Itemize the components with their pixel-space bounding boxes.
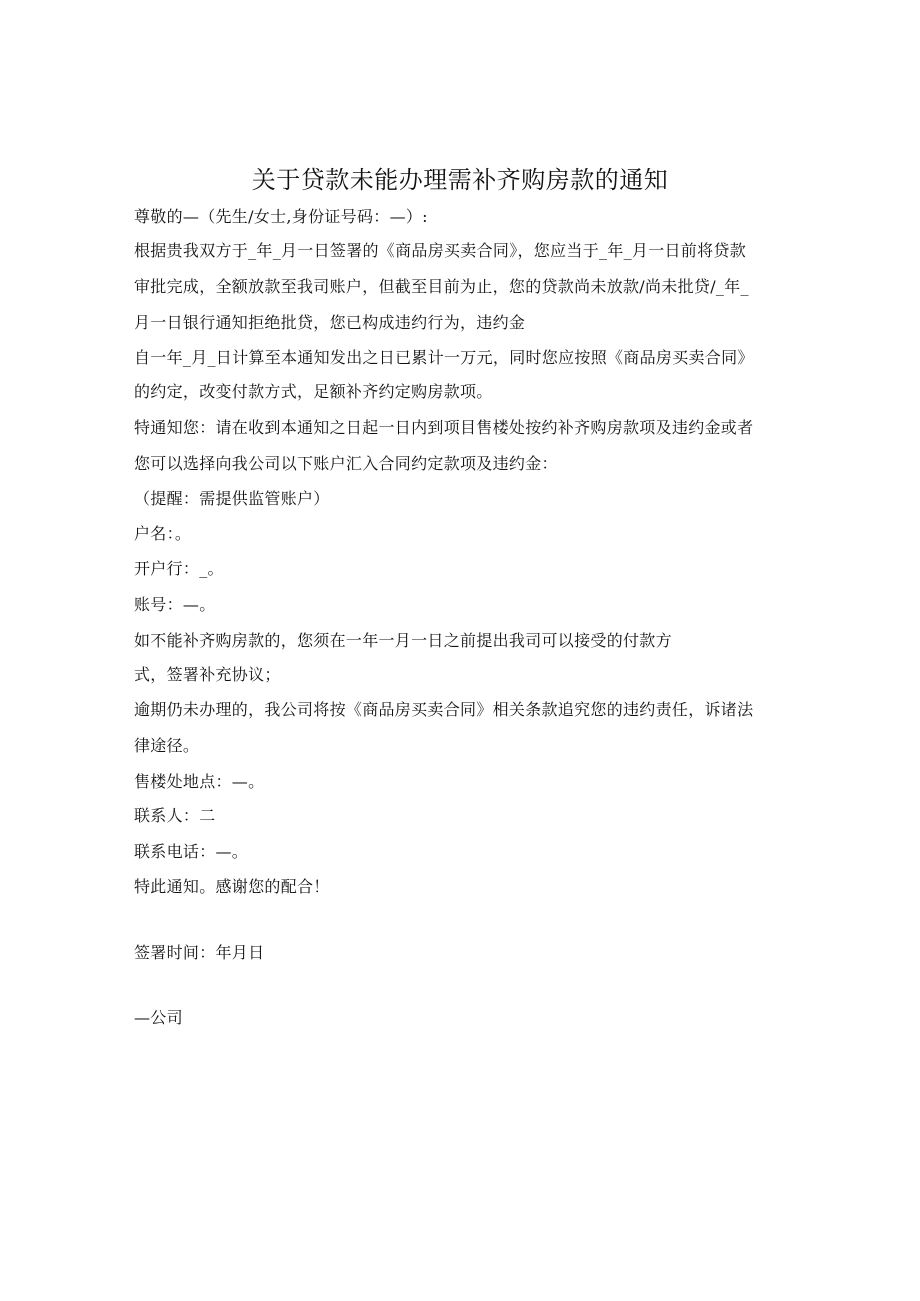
paragraph-line: 审批完成，全额放款至我司账户，但截至目前为止，您的贷款尚未放款/尚未批贷/_年_	[134, 277, 749, 296]
document-title: 关于贷款未能办理需补齐购房款的通知	[251, 166, 669, 194]
paragraph-line: 的约定，改变付款方式，足额补齐约定购房款项。	[134, 382, 493, 401]
bank-line: 开户行：_。	[134, 559, 224, 578]
signature-date: 签署时间：年月日	[134, 943, 265, 962]
paragraph-line: 律途径。	[134, 736, 200, 755]
contact-phone-line: 联系电话：—。	[134, 842, 249, 861]
paragraph-line: 特通知您：请在收到本通知之日起一日内到项目售楼处按约补齐购房款项及违约金或者	[134, 418, 754, 437]
paragraph-line: 自一年_月_日计算至本通知发出之日已累计一万元，同时您应按照《商品房买卖合同》	[134, 348, 754, 367]
paragraph-line: 月一日银行通知拒绝批贷，您已构成违约行为，违约金	[134, 313, 526, 332]
paragraph-line: 如不能补齐购房款的，您须在一年一月一日之前提出我司可以接受的付款方	[134, 631, 672, 650]
company-name: —公司	[134, 1008, 183, 1027]
paragraph-line: 根据贵我双方于_年_月一日签署的《商品房买卖合同》，您应当于_年_月一日前将贷款	[134, 241, 747, 260]
contact-person-line: 联系人：二	[134, 806, 216, 825]
closing-line: 特此通知。感谢您的配合！	[134, 877, 330, 896]
sales-office-line: 售楼处地点：—。	[134, 772, 265, 791]
account-number-line: 账号：—。	[134, 595, 216, 614]
reminder-line: （提醒：需提供监管账户）	[134, 489, 330, 508]
paragraph-line: 式，签署补充协议；	[134, 665, 281, 684]
paragraph-line: 逾期仍未办理的，我公司将按《商品房买卖合同》相关条款追究您的违约责任，诉诸法	[134, 700, 754, 719]
greeting-line: 尊敬的—（先生/女士,身份证号码：—）:	[134, 207, 428, 226]
account-name-line: 户名：。	[134, 524, 192, 543]
paragraph-line: 您可以选择向我公司以下账户汇入合同约定款项及违约金：	[134, 454, 558, 473]
